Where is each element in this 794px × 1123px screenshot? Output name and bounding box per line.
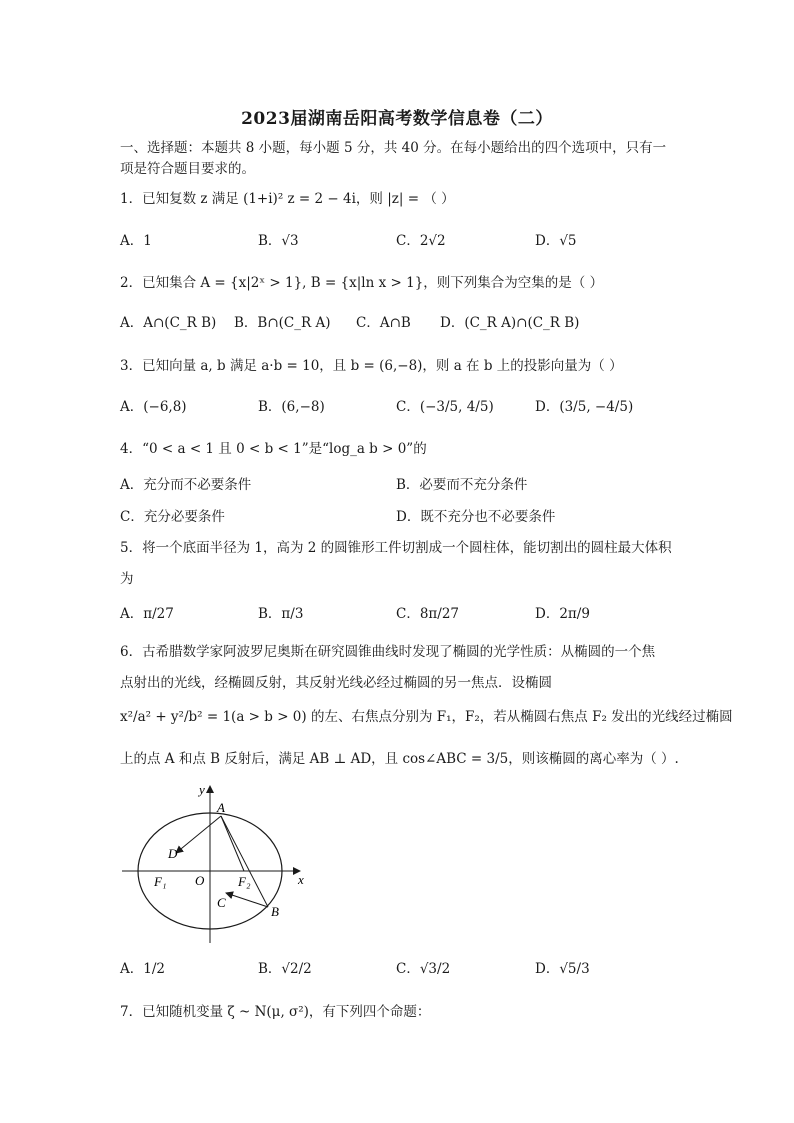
ellipse-diagram — [118, 778, 318, 948]
question-3-stem: 3．已知向量 a, b 满足 a·b = 10，且 b = (6,−8)，则 a 在 b 上的投影向量为（ ） — [120, 358, 623, 374]
label-f2: F₂ — [238, 874, 251, 889]
label-y: y — [199, 782, 205, 797]
question-6-stem-line3: x²/a² + y²/b² = 1(a > b > 0) 的左、右焦点分别为 F₁，F₂，若从椭圆右焦点 F₂ 发出的光线经过椭圆 — [120, 709, 733, 725]
section-instruction-line2: 项是符合题目要求的。 — [120, 161, 255, 177]
question-6-option-a: A．1/2 — [120, 961, 165, 977]
label-c: C — [217, 895, 226, 910]
question-6-option-d: D．√5/3 — [535, 961, 590, 977]
label-o: O — [195, 873, 205, 888]
page-title: 2023届湖南岳阳高考数学信息卷（二） — [241, 109, 553, 129]
question-2-option-c: C．A∩B — [356, 315, 411, 331]
question-6-stem-line2: 点射出的光线，经椭圆反射，其反射光线必经过椭圆的另一焦点．设椭圆 — [120, 675, 552, 691]
question-5-option-a: A．π/27 — [120, 606, 174, 622]
label-b: B — [271, 904, 279, 919]
label-a: A — [217, 800, 225, 815]
question-4-option-c: C．充分必要条件 — [120, 509, 225, 525]
question-4-option-a: A．充分而不必要条件 — [120, 477, 252, 493]
ray-f2a — [221, 816, 244, 871]
question-5-option-c: C．8π/27 — [396, 606, 460, 622]
question-2-option-d: D．(C_R A)∩(C_R B) — [440, 315, 580, 331]
label-x: x — [298, 872, 304, 887]
question-2-stem: 2．已知集合 A = {x|2ˣ > 1}, B = {x|ln x > 1}，则下列集合为空集的是（ ） — [120, 275, 604, 291]
question-5-stem-line2: 为 — [120, 571, 134, 587]
question-5-option-d: D．2π/9 — [535, 606, 590, 622]
question-6-stem-line4: 上的点 A 和点 B 反射后，满足 AB ⊥ AD，且 cos∠ABC = 3/5，则该椭圆的离心率为（ ）. — [120, 751, 679, 767]
question-1-option-d: D．√5 — [535, 233, 577, 249]
question-5-stem-line1: 5．将一个底面半径为 1，高为 2 的圆锥形工件切割成一个圆柱体，能切割出的圆柱最大体积 — [120, 540, 672, 556]
question-3-option-b: B．(6,−8) — [258, 399, 325, 415]
question-6-stem-line1: 6．古希腊数学家阿波罗尼奥斯在研究圆锥曲线时发现了椭圆的光学性质：从椭圆的一个焦 — [120, 644, 656, 660]
label-f1: F₁ — [154, 874, 167, 889]
question-4-option-d: D．既不充分也不必要条件 — [396, 509, 556, 525]
question-3-option-a: A．(−6,8) — [120, 399, 187, 415]
question-1-option-b: B．√3 — [258, 233, 299, 249]
question-6-option-c: C．√3/2 — [396, 961, 451, 977]
question-4-stem: 4．“0 < a < 1 且 0 < b < 1”是“log_a b > 0”的 — [120, 441, 427, 457]
section-instruction-line1: 一、选择题：本题共 8 小题，每小题 5 分，共 40 分。在每小题给出的四个选项中，只有一 — [120, 140, 667, 156]
question-1-stem: 1．已知复数 z 满足 (1+i)² z = 2 − 4i，则 |z| = （ ） — [120, 191, 455, 207]
question-2-option-a: A．A∩(C_R B) — [120, 315, 217, 331]
question-1-option-a: A．1 — [120, 233, 152, 249]
ray-ad — [176, 816, 221, 853]
question-2-option-b: B．B∩(C_R A) — [234, 315, 331, 331]
label-d: D — [168, 846, 178, 861]
question-5-option-b: B．π/3 — [258, 606, 304, 622]
question-7-stem: 7．已知随机变量 ζ ~ N(μ, σ²)，有下列四个命题： — [120, 1004, 431, 1020]
question-4-option-b: B．必要而不充分条件 — [396, 477, 528, 493]
question-3-option-d: D．(3/5, −4/5) — [535, 399, 634, 415]
question-3-option-c: C．(−3/5, 4/5) — [396, 399, 494, 415]
question-1-option-c: C．2√2 — [396, 233, 446, 249]
question-6-option-b: B．√2/2 — [258, 961, 312, 977]
